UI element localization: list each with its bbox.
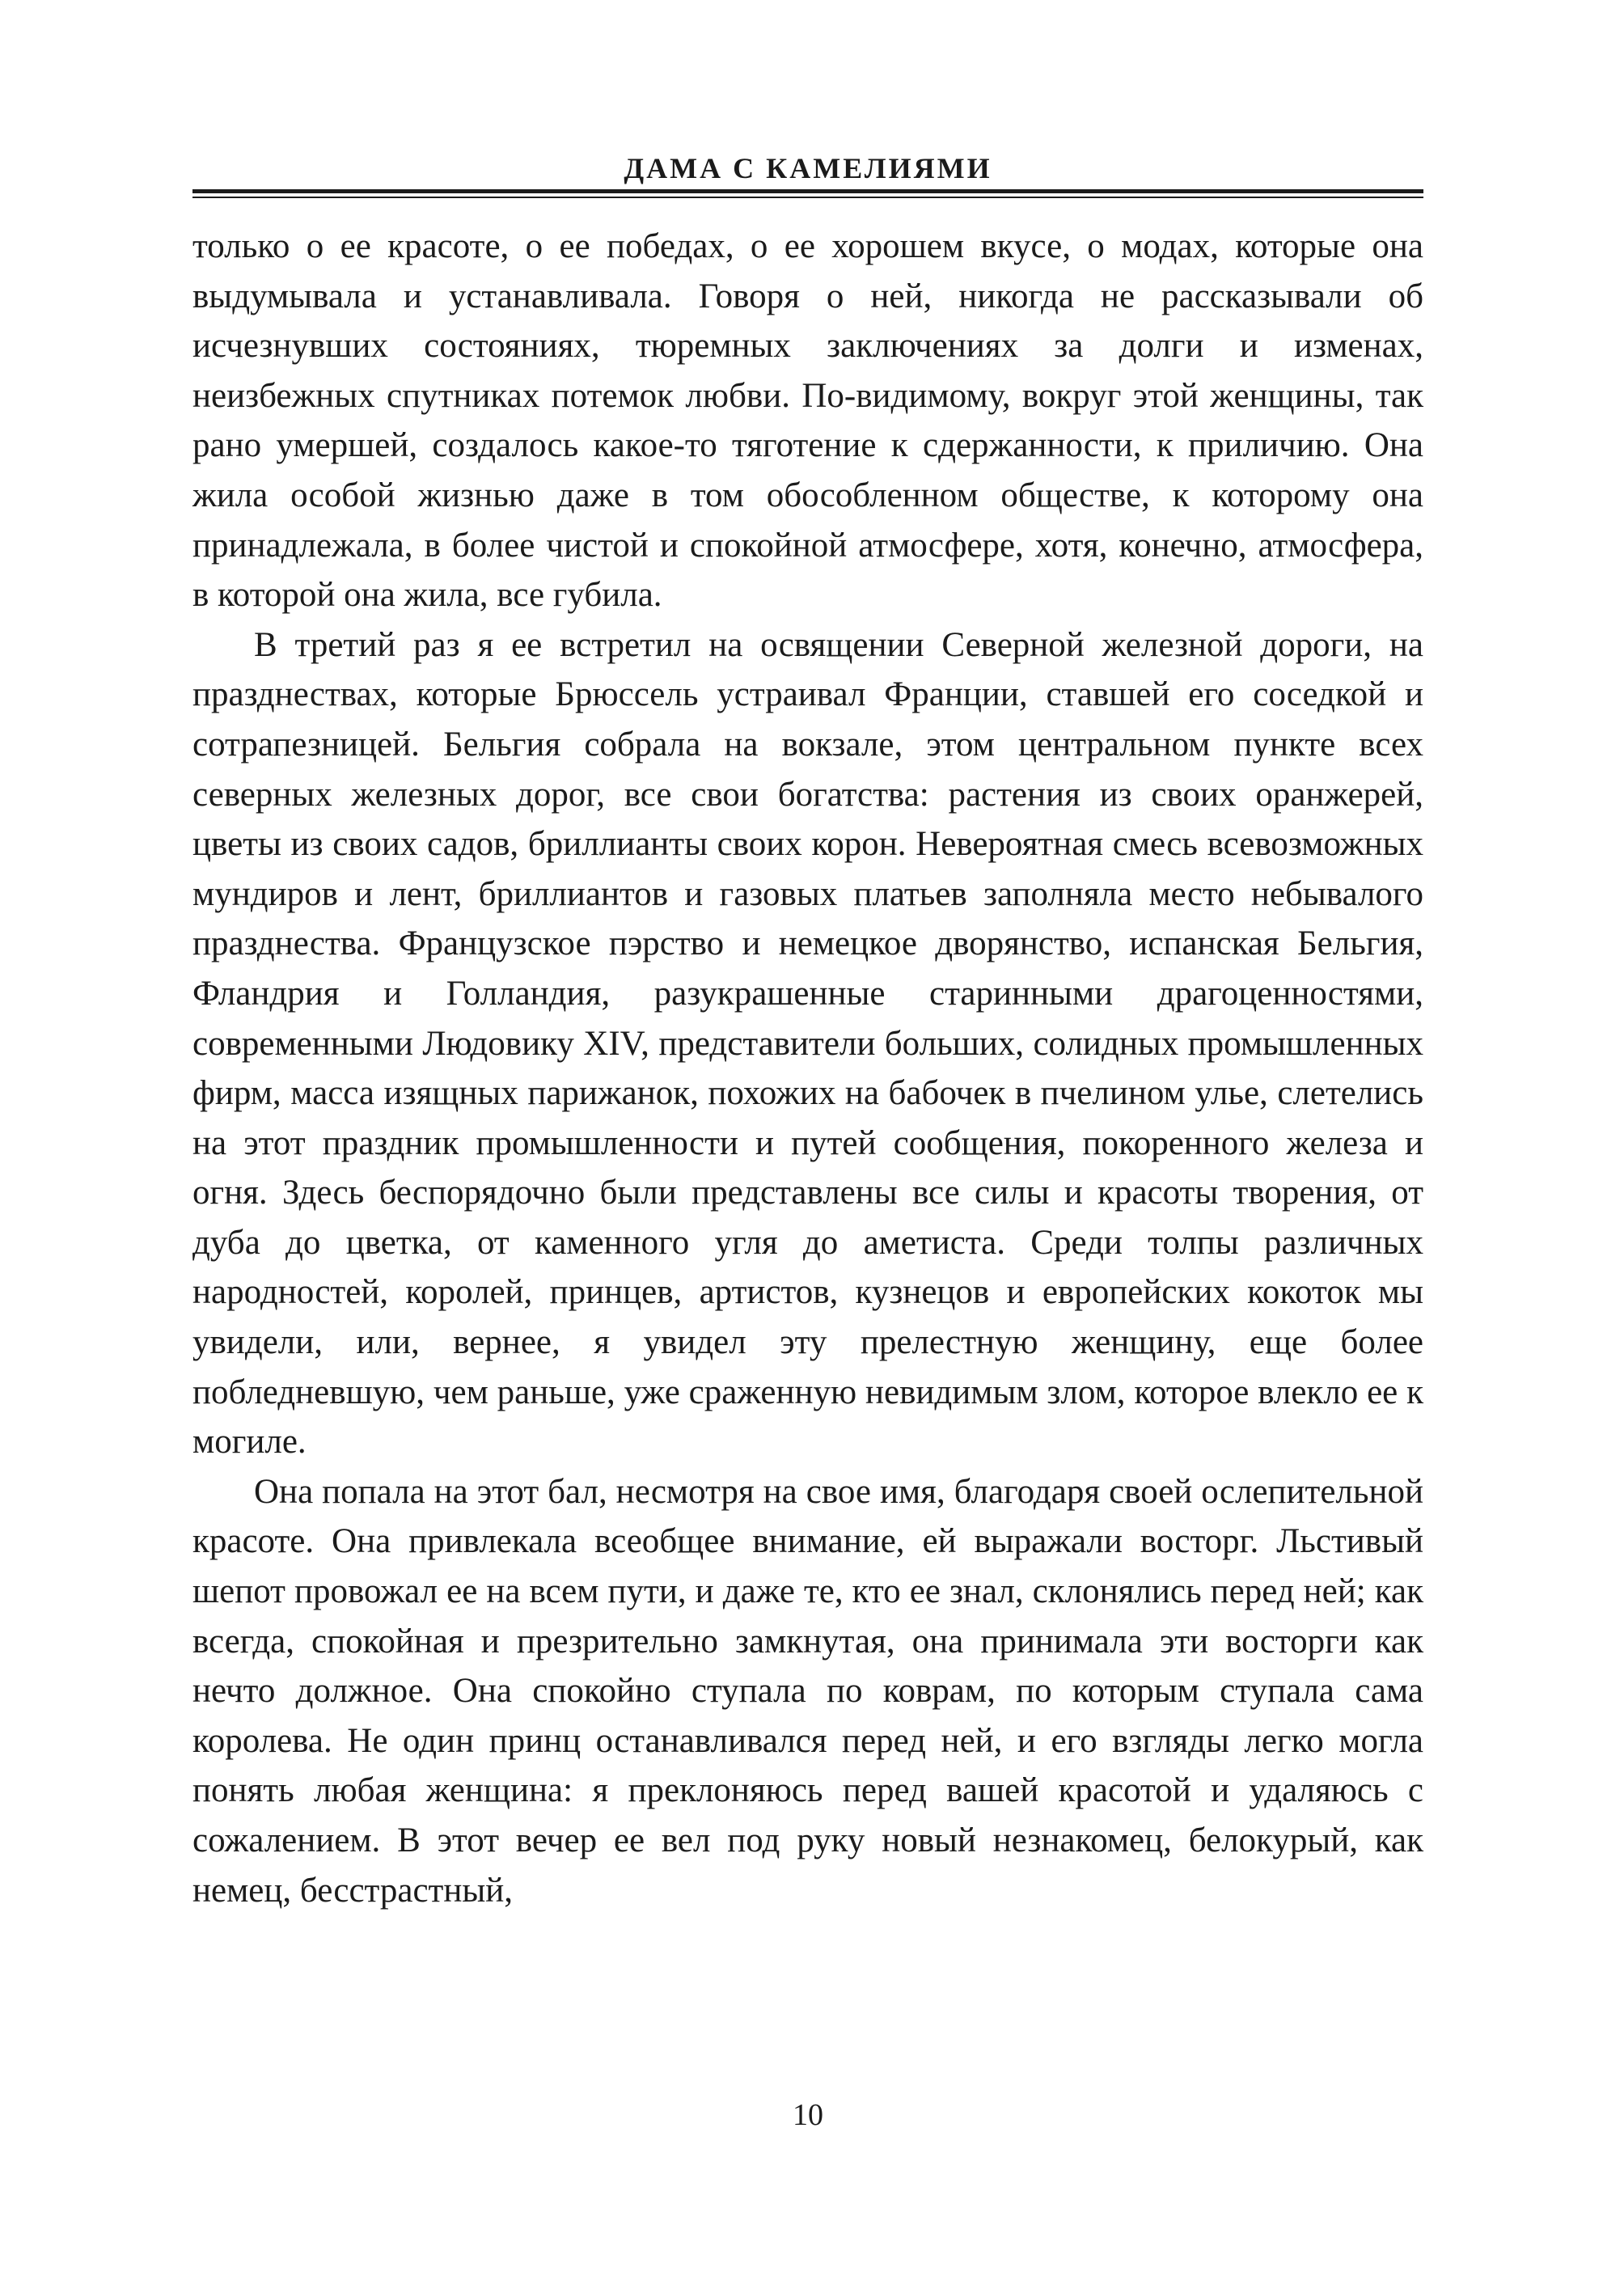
paragraph-continued: только о ее красоте, о ее победах, о ее хорошем вкусе, о модах, которые она выдумывала и устанавливала. Говоря о ней, никогда не рассказывали об исчезнувших состояниях, тюремных заключениях за долги и изменах, неизбежных спутниках потемок любви. По-видимому, вокруг этой женщины, так рано умершей, создалось какое-то тяготение к сдержанности, к приличию. Она жила особой жизнью даже в том обособленном обществе, к которому она принадлежала, в более чистой и спокойной атмосфере, хотя, конечно, атмосфера, в которой она жила, все губила. bbox=[192, 227, 1423, 615]
page-number: 10 bbox=[793, 2098, 823, 2132]
body-text bbox=[192, 222, 1423, 1915]
header-rule-thin bbox=[192, 197, 1423, 198]
paragraph: Она попала на этот бал, несмотря на свое имя, благодаря своей ослепительной красоте. Она привлекала всеобщее внимание, ей выражали восторг. Льстивый шепот провожал ее на всем пути, и даже те, кто ее знал, склонялись перед ней; как всегда, спокойная и презрительно замкнутая, она принимала эти восторги как нечто должное. Она спокойно ступала по коврам, по которым ступала сама королева. Не один принц останавливался перед ней, и его взгляды легко могла понять любая женщина: я преклоняюсь перед вашей красотой и удаляюсь с сожалением. В этот вечер ее вел под руку новый незнакомец, белокурый, как немец, бесстрастный, bbox=[192, 1472, 1423, 1910]
paragraph: В третий раз я ее встретил на освящении Северной железной дороги, на празднествах, которые Брюссель устраивал Франции, ставшей его соседкой и сотрапезницей. Бельгия собрала на вокзале, этом центральном пункте всех северных железных дорог, все свои богатства: растения из своих оранжерей, цветы из своих садов, бриллианты своих корон. Невероятная смесь всевозможных мундиров и лент, бриллиантов и газовых платьев заполняла место небывалого празднества. Французское пэрство и немецкое дворянство, испанская Бельгия, Фландрия и Голландия, разукрашенные старинными драгоценностями, современными Людовику XIV, представители больших, солидных промышленных фирм, масса изящных парижанок, похожих на бабочек в пчелином улье, слетелись на этот праздник промышленности и путей сообщения, покоренного железа и огня. Здесь беспорядочно были представлены все силы и красоты творения, от дуба до цветка, от каменного угля до аметиста. Среди толпы различных народностей, королей, принцев, артистов, кузнецов и европейских кокоток мы увидели, или, вернее, я увидел эту прелестную женщину, еще более побледневшую, чем раньше, уже сраженную невидимым злом, которое влекло ее к могиле. bbox=[192, 625, 1423, 1462]
header-rule-thick bbox=[192, 189, 1423, 193]
running-header-title: ДАМА С КАМЕЛИЯМИ bbox=[624, 152, 992, 184]
